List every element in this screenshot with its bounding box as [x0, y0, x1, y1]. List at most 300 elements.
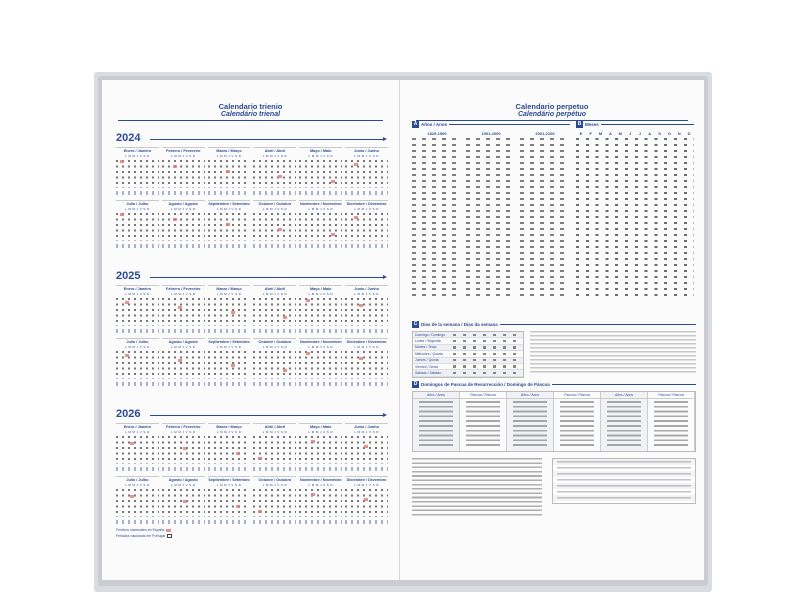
month-calendar — [162, 147, 205, 197]
month-day-grid — [208, 213, 251, 241]
year-header — [116, 270, 388, 282]
weekday-header: L M M J V S D — [354, 154, 379, 158]
month-name: Octubre / Outubro — [258, 202, 292, 206]
section-c-rule — [500, 324, 696, 325]
month-calendar — [208, 476, 251, 526]
holiday-marker — [258, 510, 262, 513]
month-day-grid — [116, 160, 159, 188]
holiday-marker — [306, 352, 310, 355]
month-name: Septiembre / Setembro — [208, 340, 250, 344]
section-d-title: Domingos de Pascua de Resurrección / Domingo de Páscoa — [421, 381, 550, 387]
holiday-marker — [359, 357, 363, 360]
month-day-grid — [299, 298, 342, 326]
year-arrow-line — [150, 415, 384, 416]
month-letter: J — [628, 131, 632, 136]
section-d-rule — [552, 384, 696, 385]
weekday-header: L M M J V S D — [308, 430, 333, 434]
month-name: Mayo / Maio — [309, 287, 332, 291]
weekday-header: L M M J V S D — [308, 345, 333, 349]
holiday-marker — [178, 359, 182, 362]
holiday-marker — [364, 498, 368, 501]
section-months — [576, 120, 694, 296]
month-calendar — [345, 147, 388, 197]
left-page-title: Calendario trienio — [218, 102, 283, 111]
month-name: Marzo / Março — [216, 425, 242, 429]
weekday-name: Miércoles / Quarta — [415, 351, 443, 356]
month-name: Agosto / Agosto — [168, 202, 198, 206]
easter-note-text — [412, 458, 542, 518]
weekday-header: L M M J V S D — [262, 292, 288, 296]
weekday-name: Sábado / Sábado — [415, 371, 442, 376]
month-calendar — [116, 476, 159, 526]
month-calendar — [345, 338, 388, 388]
month-letter: N — [677, 131, 681, 136]
month-day-grid — [299, 436, 342, 464]
week-numbers — [299, 382, 342, 386]
easter-table — [412, 391, 696, 452]
month-day-grid — [345, 351, 388, 379]
weekday-header: L M M J V S D — [354, 207, 379, 211]
easter-column — [648, 392, 695, 451]
holiday-marker — [354, 216, 358, 219]
month-calendar — [345, 285, 388, 335]
year-block — [116, 132, 388, 250]
month-day-grid — [253, 351, 296, 379]
left-page-subtitle: Calendário trienal — [220, 111, 281, 118]
month-calendar — [162, 338, 205, 388]
week-numbers — [345, 329, 388, 333]
week-numbers — [253, 382, 296, 386]
month-name: Abril / Abril — [264, 149, 286, 153]
month-calendar — [162, 285, 205, 335]
month-name: Abril / Abril — [264, 287, 286, 291]
month-name: Octubre / Outubro — [258, 340, 292, 344]
right-page-title: Calendario perpetuo — [515, 102, 589, 111]
year-column-values — [466, 138, 516, 300]
weekday-header: L M M J V S D — [262, 483, 288, 487]
month-name: Julio / Julho — [126, 202, 149, 206]
month-name: Marzo / Março — [216, 149, 242, 153]
holiday-marker — [311, 493, 315, 496]
holiday-marker — [120, 160, 124, 163]
legend-label-box: Feriados nacionais em Portugal — [116, 534, 166, 538]
month-name: Agosto / Agosto — [168, 340, 198, 344]
easter-column-header: Pascua / Páscoa — [554, 392, 600, 399]
holiday-marker — [226, 170, 230, 173]
month-day-grid — [116, 298, 159, 326]
weekdays-body — [412, 331, 696, 378]
weekday-codes — [453, 365, 523, 367]
month-day-grid — [208, 298, 251, 326]
holiday-marker — [258, 457, 262, 460]
year-block — [116, 270, 388, 388]
month-calendar — [116, 423, 159, 473]
month-calendar — [253, 338, 296, 388]
month-calendar — [253, 200, 296, 250]
month-day-grid — [208, 160, 251, 188]
month-day-grid — [162, 160, 205, 188]
month-calendar — [162, 423, 205, 473]
month-name: Diciembre / Dezembro — [346, 478, 387, 482]
week-numbers — [208, 467, 251, 471]
month-day-grid — [116, 213, 159, 241]
week-numbers — [162, 467, 205, 471]
month-name: Noviembre / Novembro — [299, 340, 342, 344]
month-name: Julio / Julho — [126, 340, 149, 344]
easter-column-header: Pascua / Páscoa — [460, 392, 506, 399]
month-day-grid — [162, 489, 205, 517]
holiday-marker — [173, 165, 177, 168]
month-day-grid — [345, 160, 388, 188]
month-calendar — [208, 200, 251, 250]
month-letter: O — [667, 131, 671, 136]
month-day-grid — [162, 351, 205, 379]
week-numbers — [208, 382, 251, 386]
holiday-marker — [283, 316, 287, 319]
month-name: Mayo / Maio — [309, 149, 332, 153]
month-calendar — [116, 338, 159, 388]
week-numbers — [162, 329, 205, 333]
month-name: Junio / Junho — [354, 287, 379, 291]
weekday-header: L M M J V S D — [308, 292, 333, 296]
week-numbers — [116, 382, 159, 386]
holiday-marker — [130, 495, 134, 498]
holiday-marker — [331, 180, 335, 183]
month-calendar — [208, 338, 251, 388]
year-arrow-line — [150, 139, 384, 140]
week-numbers — [253, 520, 296, 524]
right-page-header — [400, 102, 704, 121]
week-numbers — [116, 191, 159, 195]
month-name: Marzo / Março — [216, 287, 242, 291]
right-page-subtitle: Calendário perpétuo — [517, 111, 587, 118]
easter-column — [413, 392, 460, 451]
year-column-header: 1829-1900 — [427, 131, 447, 136]
month-name: Febrero / Fevereiro — [166, 425, 201, 429]
week-numbers — [253, 244, 296, 248]
weekday-codes — [453, 372, 523, 374]
holiday-marker — [311, 440, 315, 443]
section-years — [412, 120, 570, 300]
month-name: Enero / Janeiro — [123, 425, 152, 429]
month-calendar — [299, 147, 342, 197]
section-weekdays-header — [412, 320, 696, 328]
holiday-marker — [125, 354, 129, 357]
months-row — [116, 285, 388, 335]
month-name: Diciembre / Dezembro — [346, 202, 387, 206]
easter-column-values — [513, 401, 547, 449]
section-c-title: Días de la semana / Dias da semana — [421, 321, 498, 327]
legend-row-holidays-portugal — [116, 534, 172, 538]
holiday-marker — [178, 306, 182, 309]
month-name: Diciembre / Dezembro — [346, 340, 387, 344]
month-day-grid — [345, 489, 388, 517]
weekday-row — [413, 370, 523, 376]
week-numbers — [345, 244, 388, 248]
weekday-header: L M M J V S D — [354, 430, 379, 434]
left-page-header — [102, 102, 399, 121]
week-numbers — [299, 329, 342, 333]
month-day-grid — [162, 213, 205, 241]
months-row — [116, 147, 388, 197]
weekday-header: L M M J V S D — [308, 483, 333, 487]
week-numbers — [116, 329, 159, 333]
month-letter: M — [598, 131, 603, 136]
weekday-codes — [453, 353, 523, 355]
weekday-header: L M M J V S D — [171, 207, 196, 211]
holiday-marker — [125, 301, 129, 304]
easter-column — [554, 392, 601, 451]
weekday-name: Domingo / Domingo — [415, 332, 445, 337]
easter-column — [507, 392, 554, 451]
section-b-title: Meses — [585, 121, 599, 127]
months-row — [116, 476, 388, 526]
year-column — [520, 131, 570, 300]
weekday-header: L M M J V S D — [125, 430, 150, 434]
weekday-header: L M M J V S D — [171, 483, 196, 487]
weekday-codes — [453, 346, 523, 348]
month-name: Octubre / Outubro — [258, 478, 292, 482]
holiday-marker — [183, 500, 187, 503]
section-weekdays — [412, 320, 696, 378]
month-name: Junio / Junho — [354, 425, 379, 429]
week-numbers — [116, 467, 159, 471]
weekday-header: L M M J V S D — [171, 154, 196, 158]
month-day-grid — [116, 351, 159, 379]
holiday-marker — [306, 299, 310, 302]
month-calendar — [299, 200, 342, 250]
month-calendar — [253, 476, 296, 526]
week-numbers — [208, 520, 251, 524]
weekday-header: L M M J V S D — [216, 430, 242, 434]
easter-column-header: Pascua / Páscoa — [648, 392, 694, 399]
easter-column-values — [419, 401, 453, 449]
month-calendar — [208, 423, 251, 473]
week-numbers — [208, 329, 251, 333]
weekday-header: L M M J V S D — [216, 292, 242, 296]
section-b-rule — [601, 124, 694, 125]
section-c-badge: C — [413, 321, 418, 327]
month-day-grid — [345, 298, 388, 326]
holiday-marker — [231, 364, 235, 367]
week-numbers — [299, 244, 342, 248]
easter-column-header: Años / Anos — [413, 392, 459, 399]
month-name: Septiembre / Setembro — [208, 202, 250, 206]
month-name: Septiembre / Setembro — [208, 478, 250, 482]
month-day-grid — [208, 489, 251, 517]
month-day-grid — [253, 213, 296, 241]
month-letter: M — [618, 131, 622, 136]
weekday-codes — [453, 340, 523, 342]
month-calendar — [299, 476, 342, 526]
weekday-header: L M M J V S D — [308, 154, 333, 158]
months-row — [116, 338, 388, 388]
holiday-marker — [278, 228, 282, 231]
month-calendar — [162, 476, 205, 526]
month-day-grid — [253, 160, 296, 188]
weekday-header: L M M J V S D — [171, 292, 196, 296]
holiday-marker — [331, 233, 335, 236]
year-label: 2025 — [116, 270, 141, 282]
month-day-grid — [116, 489, 159, 517]
month-letter: A — [648, 131, 652, 136]
month-name: Febrero / Fevereiro — [166, 287, 201, 291]
month-day-grid — [253, 298, 296, 326]
year-arrow-line — [150, 277, 384, 278]
month-letters-row — [576, 131, 694, 136]
weekday-header: L M M J V S D — [354, 292, 379, 296]
weekday-header: L M M J V S D — [125, 207, 150, 211]
month-calendar — [299, 423, 342, 473]
holiday-marker — [236, 505, 240, 508]
weekday-codes — [453, 334, 523, 336]
month-day-grid — [299, 160, 342, 188]
weekday-header: L M M J V S D — [171, 430, 196, 434]
week-numbers — [345, 191, 388, 195]
month-calendar — [253, 285, 296, 335]
weekday-header: L M M J V S D — [354, 483, 379, 487]
week-numbers — [253, 329, 296, 333]
month-calendar — [345, 200, 388, 250]
holiday-marker — [278, 175, 282, 178]
weekday-codes — [453, 359, 523, 361]
weekday-header: L M M J V S D — [262, 430, 288, 434]
months-row — [116, 423, 388, 473]
month-name: Noviembre / Novembro — [299, 202, 342, 206]
week-numbers — [345, 520, 388, 524]
month-day-grid — [299, 213, 342, 241]
year-column-values — [412, 138, 462, 300]
weekday-header: L M M J V S D — [216, 207, 242, 211]
holiday-marker — [120, 213, 124, 216]
month-day-grid — [162, 298, 205, 326]
easter-column-header: Años / Anos — [601, 392, 647, 399]
holiday-marker — [359, 304, 363, 307]
legend-label-red: Festivos nacionales en España — [116, 528, 165, 532]
holiday-marker — [173, 218, 177, 221]
month-day-grid — [345, 213, 388, 241]
legend-row-holidays-spain — [116, 528, 172, 532]
month-calendar — [299, 338, 342, 388]
section-b-badge: B — [577, 121, 582, 127]
month-day-grid — [299, 351, 342, 379]
month-calendar — [253, 147, 296, 197]
year-column-values — [520, 138, 570, 300]
legend — [116, 528, 172, 540]
weekday-header: L M M J V S D — [125, 154, 150, 158]
weekday-header: L M M J V S D — [125, 483, 150, 487]
section-a-rule — [449, 124, 570, 125]
easter-column-values — [466, 401, 500, 449]
weekday-name: Martes / Terça — [415, 345, 437, 350]
month-name: Enero / Janeiro — [123, 287, 152, 291]
month-letter: F — [589, 131, 592, 136]
weekday-header: L M M J V S D — [262, 345, 288, 349]
month-name: Agosto / Agosto — [168, 478, 198, 482]
year-column-header: 2001-2100 — [535, 131, 555, 136]
easter-column-values — [607, 401, 641, 449]
holiday-marker — [226, 223, 230, 226]
month-letter: J — [638, 131, 642, 136]
month-name: Enero / Janeiro — [123, 149, 152, 153]
red-swatch-icon — [166, 529, 171, 532]
weekday-header: L M M J V S D — [171, 345, 196, 349]
section-d-badge: D — [413, 381, 418, 387]
month-calendar — [345, 423, 388, 473]
movable-feasts-table — [552, 458, 696, 504]
month-calendar — [116, 200, 159, 250]
year-label: 2024 — [116, 132, 141, 144]
easter-column-header: Años / Anos — [507, 392, 553, 399]
holiday-marker — [130, 442, 134, 445]
months-row — [116, 200, 388, 250]
month-name: Mayo / Maio — [309, 425, 332, 429]
year-column-header: 1901-2000 — [481, 131, 501, 136]
weekday-header: L M M J V S D — [262, 207, 288, 211]
week-numbers — [299, 191, 342, 195]
section-a-badge: A — [413, 121, 418, 127]
holiday-marker — [364, 445, 368, 448]
left-page — [102, 80, 400, 580]
month-calendar — [253, 423, 296, 473]
weekday-header: L M M J V S D — [216, 154, 242, 158]
week-numbers — [116, 520, 159, 524]
holiday-marker — [183, 447, 187, 450]
year-header — [116, 408, 388, 420]
week-numbers — [253, 467, 296, 471]
week-numbers — [345, 382, 388, 386]
year-column — [412, 131, 462, 300]
year-label: 2026 — [116, 408, 141, 420]
weekday-header: L M M J V S D — [216, 483, 242, 487]
easter-column-values — [560, 401, 594, 449]
month-calendar — [116, 285, 159, 335]
section-easter-header — [412, 380, 696, 388]
holiday-marker — [283, 369, 287, 372]
week-numbers — [162, 382, 205, 386]
holiday-marker — [354, 163, 358, 166]
easter-column — [460, 392, 507, 451]
weekday-header: L M M J V S D — [125, 345, 150, 349]
month-day-grid — [116, 436, 159, 464]
year-header — [116, 132, 388, 144]
month-calendar — [208, 285, 251, 335]
week-numbers — [162, 244, 205, 248]
section-years-header — [412, 120, 570, 128]
weekday-name: Jueves / Quinta — [415, 358, 439, 363]
holiday-marker — [236, 452, 240, 455]
week-numbers — [162, 520, 205, 524]
month-calendar — [162, 200, 205, 250]
example-text-block — [530, 331, 696, 375]
easter-column-values — [654, 401, 688, 449]
year-column — [466, 131, 516, 300]
year-block — [116, 408, 388, 526]
week-numbers — [299, 520, 342, 524]
easter-column — [601, 392, 648, 451]
month-name: Junio / Junho — [354, 149, 379, 153]
month-letter: D — [687, 131, 691, 136]
weekday-header: L M M J V S D — [354, 345, 379, 349]
month-name: Abril / Abril — [264, 425, 286, 429]
month-name: Febrero / Fevereiro — [166, 149, 201, 153]
week-numbers — [162, 191, 205, 195]
right-page — [400, 80, 704, 580]
month-calendar — [345, 476, 388, 526]
week-numbers — [253, 191, 296, 195]
weekday-name: Lunes / Segunda — [415, 339, 441, 344]
weekday-header: L M M J V S D — [216, 345, 242, 349]
